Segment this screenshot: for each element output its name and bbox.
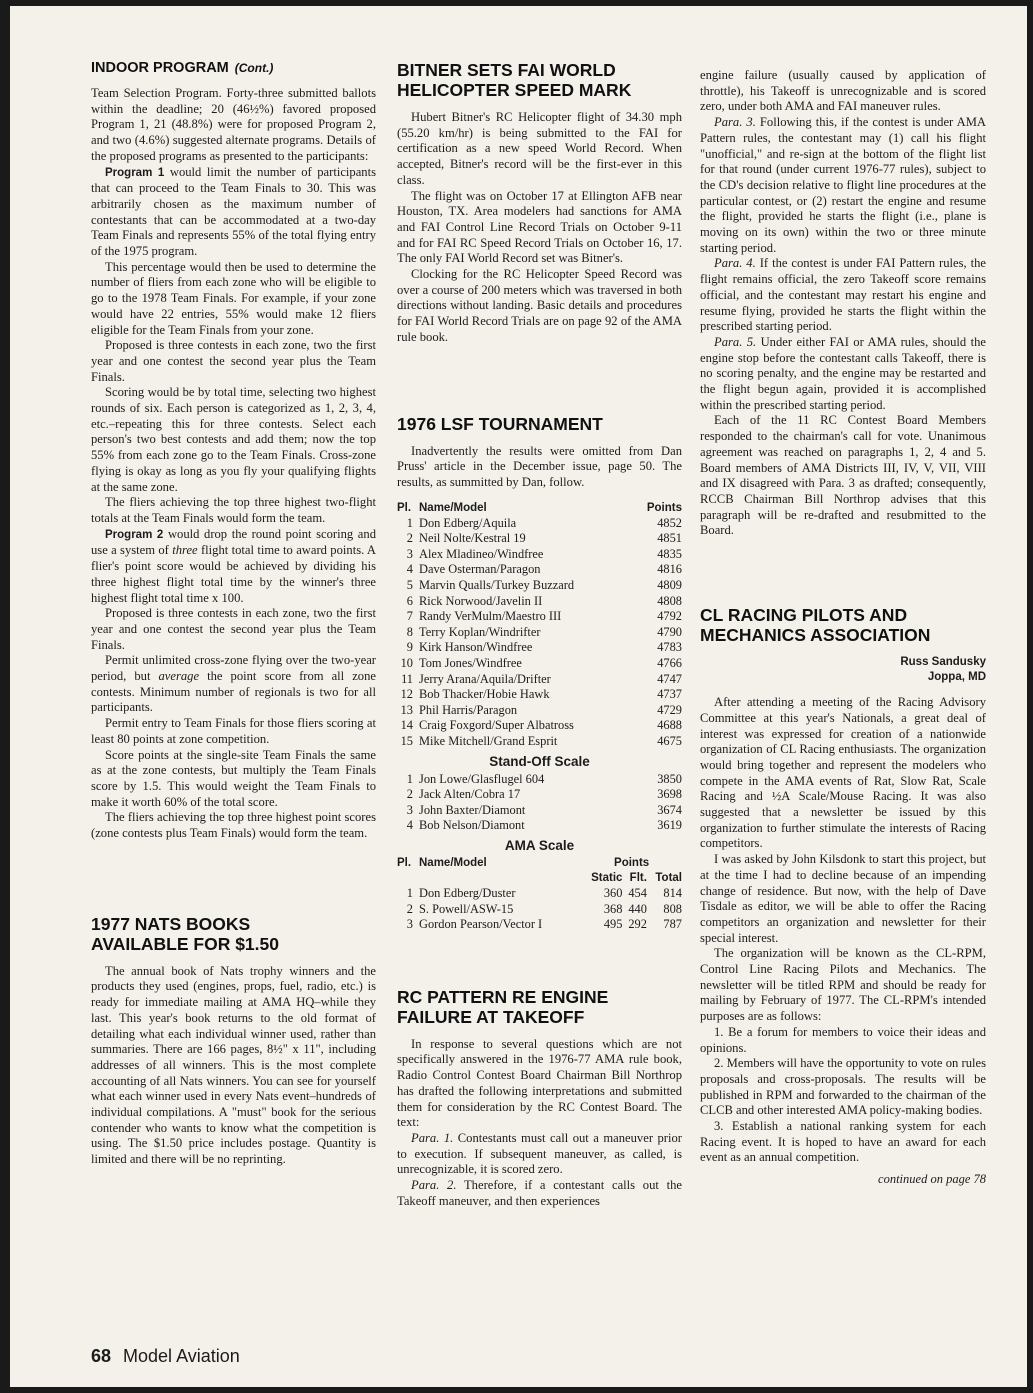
indoor-paragraph: Program 1 would limit the number of participants that can proceed to the Team Finals to 30. This was arbitrarily chosen as the maximum number of contestants that can be accommodated at a two-day Team Finals and represents 55% of the total flying entry of the 1975 program. bbox=[91, 164, 376, 259]
name-model-cell: Bob Thacker/Hobie Hawk bbox=[419, 687, 550, 702]
place-cell: 6 bbox=[406, 593, 413, 608]
header-total: Total bbox=[655, 871, 682, 884]
bitner-paragraph: Hubert Bitner's RC Helicopter flight of 34.30 mph (55.20 km/hr) is being submitted to the FAI for certification as a new speed World Record. When accepted, Bitner's record will be the first-ever in this class. bbox=[397, 110, 682, 187]
table-row bbox=[397, 625, 682, 641]
name-model-cell: Neil Nolte/Kestral 19 bbox=[419, 531, 526, 546]
cl-paragraph: 2. Members will have the opportunity to vote on rules proposals and cross-proposals. The results will be published in RPM and forwarded to the chairman of the CLCB and other interested AMA policy-making bodies. bbox=[700, 1056, 986, 1118]
header-name: Name/Model bbox=[419, 856, 487, 869]
place-cell: 5 bbox=[406, 578, 413, 593]
cl-paragraph: I was asked by John Kilsdonk to start this project, but at the time I had to decline because of an impending change of residence. But now, with the help of Dave Tisdale as editor, we will be able to offer the Racing competitors an organization and newsletter for their special interest. bbox=[700, 852, 986, 945]
points-cell: 4747 bbox=[657, 671, 682, 686]
column-left bbox=[91, 60, 376, 1168]
place-cell: 1 bbox=[406, 515, 413, 530]
bitner-heading: BITNER SETS FAI WORLD HELICOPTER SPEED MARK bbox=[397, 60, 632, 100]
table-row bbox=[397, 516, 682, 532]
magazine-page bbox=[10, 6, 1027, 1387]
flight-cell: 440 bbox=[628, 901, 647, 916]
place-cell: 15 bbox=[400, 733, 413, 748]
table-row bbox=[397, 562, 682, 578]
points-cell: 4790 bbox=[657, 624, 682, 639]
bitner-paragraph: Clocking for the RC Helicopter Speed Record was over a course of 200 meters which was traversed in both directions without landing. Basic details and procedures for FAI World Record Trials are on page 92 of the AMA rule book. bbox=[397, 267, 682, 344]
header-points: Points bbox=[646, 501, 682, 514]
static-cell: 368 bbox=[603, 901, 623, 916]
name-model-cell: Mike Mitchell/Grand Esprit bbox=[419, 733, 558, 748]
place-cell: 4 bbox=[406, 562, 413, 577]
column-right bbox=[700, 68, 986, 1187]
table-row bbox=[397, 902, 682, 918]
points-cell: 4851 bbox=[657, 531, 682, 546]
name-model-cell: Kirk Hanson/Windfree bbox=[419, 640, 533, 655]
place-cell: 3 bbox=[406, 802, 413, 817]
table-row bbox=[397, 787, 682, 803]
indoor-paragraph: Team Selection Program. Forty-three submitted ballots within the deadline; 20 (46½%) favored proposed Program 1, 21 (48.8%) were for proposed Program 2, and two (4.6%) suggested alternate programs. Details of the proposed programs as presented to the participants: bbox=[91, 86, 376, 163]
table-row bbox=[397, 703, 682, 719]
place-cell: 11 bbox=[401, 671, 413, 686]
standoff-results-table bbox=[397, 772, 682, 834]
header-points: Points bbox=[614, 856, 650, 869]
points-cell: 4783 bbox=[657, 640, 682, 655]
static-cell: 495 bbox=[603, 917, 623, 932]
points-cell: 4675 bbox=[657, 733, 682, 748]
name-model-cell: Phil Harris/Paragon bbox=[419, 702, 518, 717]
name-model-cell: Gordon Pearson/Vector I bbox=[419, 917, 543, 932]
place-cell: 1 bbox=[406, 885, 413, 900]
name-model-cell: Rick Norwood/Javelin II bbox=[419, 593, 543, 608]
total-cell: 787 bbox=[663, 917, 682, 932]
table-row bbox=[397, 578, 682, 594]
cl-paragraph: After attending a meeting of the Racing Advisory Committee at this year's Nationals, a great deal of interest was expressed for creation of a nationwide organization of CL Racing enthusiasts. The organization would bring together and represent the modelers who compete in the AMA events of Rat, Slow Rat, Scale Racing and ½A Scale/Mouse Racing. It was also suggested that a newsletter be issued by this organization to further stimulate the interests of Racing competitors. bbox=[700, 695, 986, 851]
indoor-paragraph: Permit entry to Team Finals for those fliers scoring at least 80 points at zone competition. bbox=[91, 716, 376, 746]
continued-on-page: continued on page 78 bbox=[878, 1172, 986, 1187]
name-model-cell: Randy VerMulm/Maestro III bbox=[419, 609, 562, 624]
nats-books-heading: 1977 NATS BOOKS AVAILABLE FOR $1.50 bbox=[91, 913, 279, 954]
rc-pattern-paragraph: Para. 2. Therefore, if a contestant calls out the Takeoff maneuver, and then experiences bbox=[397, 1178, 682, 1208]
lsf-results-table bbox=[397, 501, 682, 750]
name-model-cell: Marvin Qualls/Turkey Buzzard bbox=[419, 578, 575, 593]
author-name: Russ Sandusky bbox=[900, 656, 986, 669]
place-cell: 14 bbox=[400, 718, 413, 733]
header-pl: Pl. bbox=[397, 501, 412, 514]
points-cell: 4729 bbox=[657, 702, 682, 717]
table-row bbox=[397, 772, 682, 788]
name-model-cell: Terry Koplan/Windrifter bbox=[419, 624, 541, 639]
rc-pattern-paragraph: Para. 4. If the contest is under FAI Pattern rules, the flight remains official, the zero Takeoff score remains official, and the contestant may restart his engine and resume flying, provided he starts the flight within the prescribed starting period. bbox=[700, 256, 986, 334]
points-cell: 4808 bbox=[657, 593, 682, 608]
place-cell: 2 bbox=[406, 787, 413, 802]
points-cell: 4737 bbox=[657, 687, 682, 702]
table-row bbox=[397, 672, 682, 688]
place-cell: 4 bbox=[406, 818, 413, 833]
indoor-paragraph: The fliers achieving the top three highest point scores (zone contests plus Team Finals) would form the team. bbox=[91, 810, 376, 841]
column-middle bbox=[397, 60, 682, 1209]
ama-scale-heading: AMA Scale bbox=[504, 837, 575, 853]
lsf-heading: 1976 LSF TOURNAMENT bbox=[397, 413, 603, 434]
table-row bbox=[397, 917, 682, 933]
author-location: Joppa, MD bbox=[927, 671, 986, 684]
continued-label: (Cont.) bbox=[234, 61, 274, 75]
static-cell: 360 bbox=[603, 885, 623, 900]
table-row bbox=[397, 594, 682, 610]
points-cell: 4852 bbox=[657, 515, 682, 530]
rc-pattern-paragraph: Para. 3. Following this, if the contest is under AMA Pattern rules, the contestant may (1) call his flight "unofficial," and re-sign at the bottom of the flight list for that round (under current 1976-77 rules), subject to the CD's decision relative to flight line procedures at the particular contest, or (2) restart the engine and resume the flight, provided he starts the flight (i.e., plane is moving on its own) within the two or three minute starting period. bbox=[700, 115, 986, 255]
cl-paragraph: 3. Establish a national ranking system for each Racing event. It is hoped to have an award for each event as an annual competition. bbox=[700, 1119, 986, 1165]
points-cell: 3698 bbox=[657, 787, 682, 802]
nats-paragraph: The annual book of Nats trophy winners and the products they used (engines, props, fuel, radio, etc.) is ready for immediate mailing at AMA HQ–while they last. This year's book returns to the old format of detailing what each individual winner used, rather than summaries. There are 166 pages, 8½" x 11", including addresses of all winners. This is the most complete accounting of all Nats winners. You can see for yourself what each winner used in every Nats event–hundreds of individual compilations. A "must" book for the serious contender who wants to know what the competition is using. The $1.50 price includes postage. Quantity is limited and there will be no reprinting. bbox=[91, 963, 376, 1167]
table-row bbox=[397, 640, 682, 656]
page-footer bbox=[91, 1346, 240, 1367]
name-model-cell: Alex Mladineo/Windfree bbox=[419, 546, 544, 561]
points-cell: 3619 bbox=[657, 818, 682, 833]
cl-paragraph: 1. Be a forum for members to voice their ideas and opinions. bbox=[700, 1024, 986, 1055]
points-cell: 4792 bbox=[657, 609, 682, 624]
indoor-paragraph: This percentage would then be used to determine the number of fliers from each zone who will be eligible to go to the 1978 Team Finals. For example, if your zone would have 22 entries, 55% would make 12 fliers eligible for the Team Finals from your zone. bbox=[91, 259, 376, 337]
rc-pattern-paragraph: Para. 1. Contestants must call out a maneuver prior to execution. If subsequent maneuver, as called, is unrecognizable, it is scored zero. bbox=[397, 1130, 682, 1177]
points-cell: 4766 bbox=[657, 656, 682, 670]
indoor-paragraph: Program 2 would drop the round point scoring and use a system of three flight total time to award points. A flier's point score would be achieved by dividing his three highest flight total time by the winner's three highest flight total time x 100. bbox=[91, 526, 376, 605]
total-cell: 814 bbox=[663, 885, 682, 900]
cl-paragraph: The organization will be known as the CL-RPM, Control Line Racing Pilots and Mechanics. The newsletter will be titled RPM and should be ready for mailing by February of 1977. The CL-RPM's intended purposes are as follows: bbox=[700, 946, 986, 1024]
table-row bbox=[397, 818, 682, 834]
name-model-cell: Don Edberg/Duster bbox=[419, 885, 516, 900]
place-cell: 8 bbox=[406, 624, 413, 639]
page-number: 68 bbox=[91, 1346, 112, 1366]
name-model-cell: Jon Lowe/Glasflugel 604 bbox=[419, 771, 545, 786]
table-row bbox=[397, 547, 682, 563]
lsf-paragraph: Inadvertently the results were omitted from Dan Pruss' article in the December issue, page 50. The results, as summitted by Dan, follow. bbox=[397, 443, 682, 489]
rc-pattern-paragraph: In response to several questions which are not specifically answered in the 1976-77 AMA rule book, Radio Control Contest Board Chairman Bill Northrop has drafted the following interpretations and submitted them for consideration by the RC Contest Board. The text: bbox=[397, 1036, 682, 1130]
place-cell: 12 bbox=[400, 687, 413, 702]
name-model-cell: Dave Osterman/Paragon bbox=[419, 562, 541, 577]
name-model-cell: Craig Foxgord/Super Albatross bbox=[419, 718, 574, 733]
ama-scale-table bbox=[397, 856, 682, 933]
header-flt: Flt. bbox=[629, 871, 647, 884]
header-name: Name/Model bbox=[419, 501, 487, 514]
table-row bbox=[397, 803, 682, 819]
bitner-paragraph: The flight was on October 17 at Ellington AFB near Houston, TX. Area modelers had sanctions for AMA and FAI Control Line Record Trials on October 9-11 and for FAI RC Speed Record Trials on October 16, 17. The only FAI World Record set was Bitner's. bbox=[397, 188, 682, 266]
rc-pattern-heading: RC PATTERN RE ENGINE FAILURE AT TAKEOFF bbox=[397, 986, 609, 1027]
table-row bbox=[397, 531, 682, 547]
table-row bbox=[397, 886, 682, 902]
place-cell: 3 bbox=[406, 917, 413, 932]
cl-racing-heading: CL RACING PILOTS AND MECHANICS ASSOCIATION bbox=[700, 605, 931, 646]
table-row bbox=[397, 656, 682, 672]
name-model-cell: Don Edberg/Aquila bbox=[419, 515, 517, 530]
indoor-program-heading: INDOOR PROGRAM (Cont.) bbox=[91, 60, 274, 76]
place-cell: 10 bbox=[400, 656, 413, 670]
points-cell: 4835 bbox=[657, 546, 682, 561]
flight-cell: 292 bbox=[628, 917, 647, 932]
header-pl: Pl. bbox=[397, 856, 412, 869]
place-cell: 7 bbox=[406, 609, 413, 624]
points-cell: 3674 bbox=[657, 802, 682, 817]
rc-pattern-paragraph: engine failure (usually caused by application of throttle), his Takeoff is unrecognizable and is scored zero, under both AMA and FAI maneuver rules. bbox=[700, 68, 986, 114]
place-cell: 2 bbox=[406, 901, 413, 916]
header-static: Static bbox=[591, 871, 623, 884]
place-cell: 13 bbox=[400, 702, 413, 717]
name-model-cell: Jerry Arana/Aquila/Drifter bbox=[419, 671, 551, 686]
rc-pattern-paragraph: Para. 5. Under either FAI or AMA rules, should the engine stop before the contestant calls Takeoff, there is no scoring penalty, and the engine may be restarted and the flight begun again, provided it is accomplished within the prescribed starting period. bbox=[700, 334, 986, 412]
table-row bbox=[397, 734, 682, 750]
rc-pattern-paragraph: Each of the 11 RC Contest Board Members responded to the chairman's call for vote. Unanimous agreement was reached on paragraphs 1, 2, 4 and 5. Board members of AMA Districts III, IV, V, VII, VIII and IX disagreed with Para. 3 as drafted; consequently, RCCB Chairman Bill Northrop advises that this paragraph will be re-drafted and resubmitted to the Board. bbox=[700, 413, 986, 538]
magazine-name: Model Aviation bbox=[123, 1346, 240, 1366]
table-row bbox=[397, 609, 682, 625]
table-row bbox=[397, 687, 682, 703]
flight-cell: 454 bbox=[628, 885, 647, 900]
indoor-paragraph: Proposed is three contests in each zone, two the first year and one contest the second year plus the Team Finals. bbox=[91, 338, 376, 384]
indoor-paragraph: Scoring would be by total time, selecting two highest rounds of six. Each person is categorized as 1, 2, 3, 4, etc.–repeating this for three contests. Select each person's two best contests and add them; now the top 55% from each zone go to the Team Finals. Cross-zone flying is okay as long as you fly your qualifying flights at the same zone. bbox=[91, 385, 376, 494]
place-cell: 2 bbox=[406, 531, 413, 546]
indoor-paragraph: Permit unlimited cross-zone flying over the two-year period, but average the point score from all zone contests. Minimum number of regionals is two for all participants. bbox=[91, 653, 376, 715]
name-model-cell: Bob Nelson/Diamont bbox=[419, 818, 525, 833]
indoor-paragraph: The fliers achieving the top three highest two-flight totals at the Team Finals would form the team. bbox=[91, 495, 376, 525]
points-cell: 4816 bbox=[657, 562, 682, 577]
place-cell: 3 bbox=[406, 546, 413, 561]
indoor-paragraph: Proposed is three contests in each zone, two the first year and one contest the second year plus the Team Finals. bbox=[91, 606, 376, 652]
name-model-cell: S. Powell/ASW-15 bbox=[419, 901, 514, 916]
name-model-cell: Jack Alten/Cobra 17 bbox=[419, 787, 521, 802]
place-cell: 1 bbox=[406, 771, 413, 786]
name-model-cell: Tom Jones/Windfree bbox=[419, 656, 522, 670]
total-cell: 808 bbox=[663, 901, 682, 916]
points-cell: 3850 bbox=[657, 771, 682, 786]
place-cell: 9 bbox=[406, 640, 413, 655]
table-row bbox=[397, 718, 682, 734]
name-model-cell: John Baxter/Diamont bbox=[419, 802, 526, 817]
points-cell: 4688 bbox=[657, 718, 682, 733]
indoor-paragraph: Score points at the single-site Team Finals the same as at the zone contests, but multiply the Team Finals score by 1.5. This would weight the Team Finals to make it worth 60% of the total score. bbox=[91, 747, 376, 809]
standoff-scale-heading: Stand-Off Scale bbox=[489, 753, 590, 769]
points-cell: 4809 bbox=[657, 578, 682, 593]
